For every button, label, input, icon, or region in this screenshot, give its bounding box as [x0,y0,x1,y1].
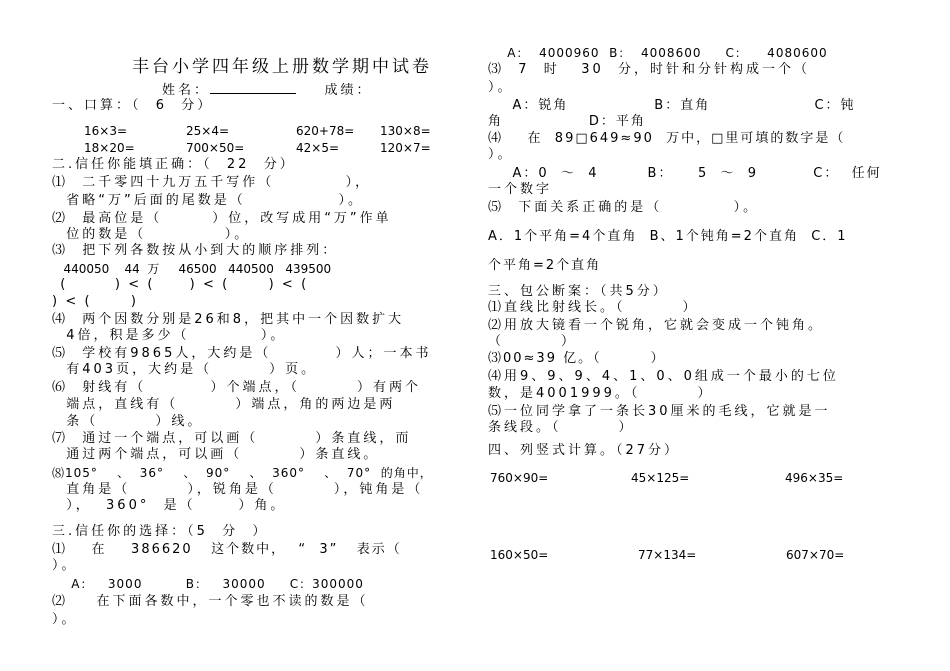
question-line: 有403页，大约是（ ）页。 [52,362,318,377]
choice-options: A．1个平角=4个直角 B、1个钝角=2个直角 C．1 [488,229,848,244]
judge-item: ⑷用9、9、9、4、1、0、0组成一个最小的七位 [488,369,839,384]
question-line: 位的数是（ ）。 [52,227,251,242]
question-line: ⑵ 在下面各数中，一个零也不读的数是（ [52,594,369,609]
judge-item: 条线段。（ ） [488,420,635,435]
section-2-heading: 二.信任你能填正确：（ 22 分） [52,157,296,172]
judge-item: 数，是4001999。（ ） [488,386,714,401]
section-4-heading: 三、包公断案：（共5分） [488,284,669,299]
section-1-heading: 一、口算：（ 6 分） [52,98,214,113]
vertical-calc-item: 77×134= [638,548,697,562]
section-5-heading: 四、列竖式计算。（27分） [488,443,681,458]
vertical-calc-item: 760×90= [490,471,549,485]
question-line: ）。 [52,558,78,573]
question-line: ⑴ 在 386620 这个数中， “ 3” 表示（ [52,542,402,557]
name-field[interactable] [210,81,296,94]
choice-options: A：0 ～ 4 B： 5 ～ 9 C： 任何 [488,166,882,181]
oral-calc-item: 16×3= [84,124,128,138]
question-line: ⑵ 最高位是（ ）位，改写成用“万”作单 [52,211,392,226]
choice-options: A： 4000960 B： 4008600 C： 4080600 [488,46,828,60]
choice-options: 角 D：平角 [488,114,646,129]
score-label: 成绩： [324,83,373,98]
judge-item: ⑸一位同学拿了一条长30厘米的毛线，它就是一 [488,404,831,419]
section-3-heading: 三.信任你的选择：（5 分 ） [52,524,269,539]
oral-calc-item: 120×7= [380,141,431,155]
judge-item: （ ） [488,334,578,349]
question-line: 条（ ）线。 [52,414,204,429]
choice-options: A：锐角 B：直角 C：钝 [488,98,856,113]
question-line: ⑸ 学校有9865人，大约是（ ）人；一本书 [52,346,432,361]
question-line: ⑷ 在 89□649≈90 万中，□里可填的数字是（ [488,131,846,146]
question-line: ( ) < ( ) < ( ) < ( [52,277,307,292]
judge-item: ⑵用放大镜看一个锐角，它就会变成一个钝角。 [488,318,825,333]
question-line: ）。 [52,612,78,627]
oral-calc-item: 700×50= [186,141,245,155]
question-line: ⑴ 二千零四十九万五千写作（ ）， [52,175,372,190]
question-line: 4倍，积是多少（ ）。 [52,328,287,343]
oral-calc-item: 18×20= [84,141,135,155]
oral-calc-item: 42×5= [296,141,340,155]
name-row [162,81,373,99]
vertical-calc-item: 496×35= [785,471,844,485]
vertical-calc-item: 45×125= [631,471,690,485]
question-line: ⑻105° 、 36° 、 90° 、 360° 、 70° 的角中， [52,466,433,480]
question-line: ）。 [488,147,514,162]
question-line: ）， 360° 是（ ）角。 [52,498,287,513]
choice-options: A： 3000 B： 30000 C：300000 [52,577,364,591]
question-line: 通过两个端点，可以画（ ）条直线。 [52,447,380,462]
name-label: 姓名： [162,83,211,98]
number-list: 440050 44 万 46500 440500 439500 [52,262,332,276]
question-line: ）。 [488,80,514,95]
question-line: 省略“万”后面的尾数是（ ）。 [52,193,364,208]
exam-title: 丰台小学四年级上册数学期中试卷 [132,57,432,77]
question-line: 一个数字 [488,182,553,197]
vertical-calc-item: 160×50= [490,548,549,562]
oral-calc-item: 620+78= [296,124,355,138]
question-line: 直角是（ ），锐角是（ ），钝角是（ [52,482,424,497]
question-line: ⑺ 通过一个端点，可以画（ ）条直线，而 [52,431,412,446]
question-line: 个平角=2个直角 [488,258,602,273]
question-line: ⑸ 下面关系正确的是（ ）。 [488,200,760,215]
oral-calc-item: 25×4= [186,124,230,138]
question-line: ⑷ 两个因数分别是26和8，把其中一个因数扩大 [52,312,405,327]
question-line: ⑶ 7 时 30 分，时针和分针构成一个（ [488,62,811,77]
judge-item: ⑴直线比射线长。（ ） [488,300,699,315]
vertical-calc-item: 607×70= [786,548,845,562]
question-line: ) < ( ) [52,294,136,309]
question-line: 端点，直线有（ ）端点，角的两边是两 [52,397,396,412]
question-line: ⑶ 把下列各数按从小到大的顺序排列： [52,243,339,258]
judge-item: ⑶00≈39 亿。（ ） [488,351,666,366]
oral-calc-item: 130×8= [380,124,431,138]
question-line: ⑹ 射线有（ ）个端点，（ ）有两个 [52,380,422,395]
